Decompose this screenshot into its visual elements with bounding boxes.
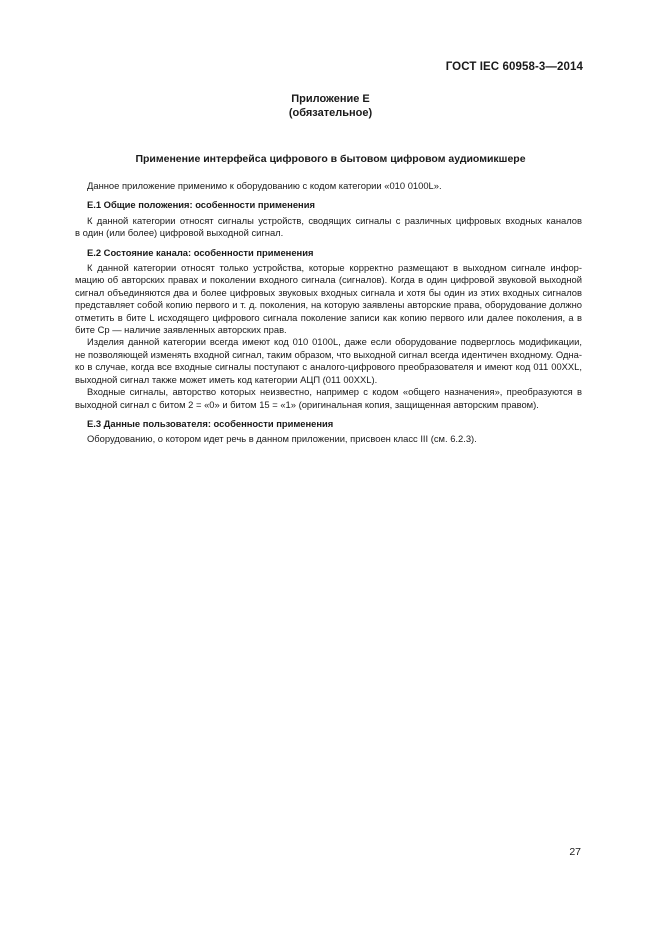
appendix-status: (обязательное) [288, 107, 373, 119]
appendix-title-block [0, 92, 661, 120]
section-heading: Применение интерфейса цифрового в бытовом цифровом аудиомикшере [135, 153, 526, 165]
e2-p2-line: ко в случае, когда все входные сигналы поступают с аналого-цифрового преобразователя и имеют код 011 00XXL, [75, 361, 582, 373]
e1-line: К данной категории относят сигналы устройств, сводящих сигналы с различных цифровых входных каналов [87, 214, 582, 226]
e2-p1-line: мацию об авторских правах и поколении входного сигнала (сигналов). Когда в один цифровой звуковой выходной [75, 274, 582, 286]
e2-p1-line: отметить в бите L исходящего цифрового сигнала поколение записи как копию первого или далее поколения, а в [75, 311, 582, 323]
e2-p2-line: Изделия данной категории всегда имеют код 010 0100L, даже если оборудование подверглось модификации, [87, 336, 582, 348]
e2-paragraph-2 [75, 336, 582, 386]
e2-heading: Е.2 Состояние канала: особенности применения [87, 246, 314, 258]
e2-p3-line: выходной сигнал с битом 2 = «0» и битом 15 = «1» (оригинальная копия, защищенная авторским правом). [75, 398, 539, 410]
intro-paragraph: Данное приложение применимо к оборудованию с кодом категории «010 0100L». [87, 180, 442, 191]
e2-paragraph-1 [75, 262, 582, 336]
e3-heading: Е.3 Данные пользователя: особенности применения [87, 417, 334, 429]
page-number: 27 [569, 846, 581, 858]
e2-p2-line: не позволяющей изменять входной сигнал, таким образом, что выходной сигнал всегда идентичен входному. Одна- [75, 348, 582, 360]
standard-designation: ГОСТ IEC 60958-3—2014 [445, 61, 583, 73]
e2-p2-line: выходной сигнал также может иметь код категории АЦП (011 00XXL). [75, 373, 378, 385]
e2-p1-line: представляет собой копию первого и т. д. поколения, на которую заявлены авторские права, оборудование должно [75, 299, 582, 311]
appendix-title: Приложение Е [291, 93, 370, 105]
e2-p1-line: бите Ср — наличие заявленных авторских прав. [75, 324, 287, 336]
e1-line: в один (или более) цифровой выходной сигнал. [75, 227, 284, 239]
e2-paragraph-3 [75, 386, 582, 411]
e2-p1-line: сигнал объединяются два и более цифровых звуковых входных сигнала и хотя бы один из этих входных сигналов [75, 286, 582, 298]
e2-p1-line: К данной категории относят только устройства, которые корректно размещают в выходном сигнале инфор- [87, 262, 582, 274]
e1-heading: Е.1 Общие положения: особенности применения [87, 199, 315, 211]
e1-paragraph [75, 215, 582, 240]
document-body [75, 180, 582, 446]
e3-paragraph: Оборудованию, о котором идет речь в данном приложении, присвоен класс III (см. 6.2.3). [87, 433, 477, 445]
e2-p3-line: Входные сигналы, авторство которых неизвестно, например с кодом «общего назначения», преобразуются в [87, 386, 582, 398]
